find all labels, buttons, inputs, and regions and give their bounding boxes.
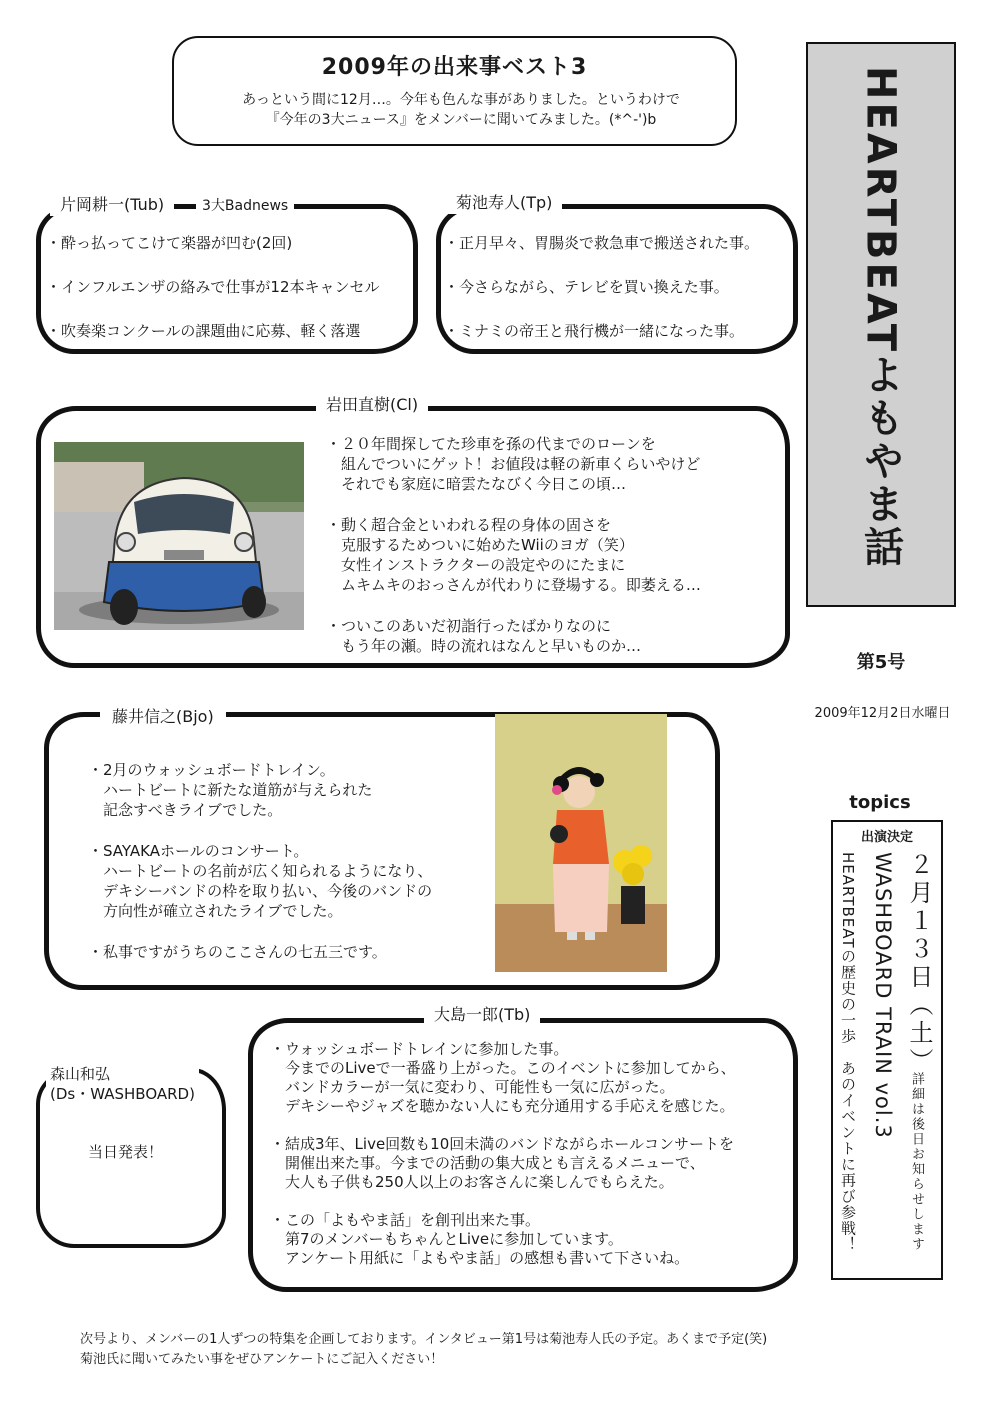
list-item: ・私事ですがうちのここさんの七五三です。 (88, 943, 387, 961)
masthead-title: HEARTBEATよもやま話 (857, 66, 904, 569)
moriyama-name: 森山和弘 (Ds・WASHBOARD) (46, 1064, 199, 1104)
list-item: ・動く超合金といわれる程の身体の固さを 克服するためついに始めたWiiのヨガ（笑） 女性インストラクターの設定やのにたまに ムキムキのおっさんが代わりに登場する。即萎える… (326, 516, 701, 594)
kataoka-list (46, 232, 380, 343)
moriyama-note: 当日発表！ (88, 1143, 164, 1161)
topics-event: WASHBOARD TRAIN vol.3 (871, 852, 895, 1139)
kataoka-tag: 3大Badnews (196, 195, 294, 217)
list-item: ・この「よもやま話」を創刊出来た事。 第7のメンバーもちゃんとLiveに参加しています。 アンケート用紙に「よもやま話」の感想も書いて下さいね。 (270, 1211, 690, 1267)
list-item: ・吹奏楽コンクールの課題曲に応募、軽く落選 (46, 322, 361, 340)
topics-date: ２月１３日（土） (905, 852, 933, 1076)
iwata-list (326, 434, 701, 656)
page-title: 2009年の出来事ベスト3 (321, 55, 588, 80)
kataoka-name: 片岡耕一(Tub) (50, 194, 174, 216)
issue-number: 第5号 (856, 652, 906, 673)
list-item: ・結成3年、Live回数も10回未満のバンドながらホールコンサートを 開催出来た事。今までの活動の集大成とも言えるメニューで、 大人も子供も250人以上のお客さんに楽しんでもらえた。 (270, 1135, 734, 1191)
list-item: ・２０年間探してた珍車を孫の代までのローンを 組んでついにゲット！お値段は軽の新車くらいやけど それでも家庭に暗雲たなびく今日この頃… (326, 435, 701, 493)
list-item: ・酔っ払ってこけて楽器が凹む(2回) (46, 234, 293, 252)
oshima-list (270, 1040, 736, 1268)
oshima-name: 大島一郎(Tb) (424, 1004, 540, 1026)
list-item: ・ついこのあいだ初詣行ったばかりなのに もう年の瀬。時の流れはなんと早いものか… (326, 617, 642, 655)
list-item: ・SAYAKAホールのコンサート。 ハートビートの名前が広く知られるようになり、 デキシーバンドの枠を取り払い、今後のバンドの 方向性が確立されたライブでした。 (88, 842, 433, 920)
list-item: ・2月のウォッシュボードトレイン。 ハートビートに新たな道筋が与えられた 記念すべきライブでした。 (88, 761, 373, 819)
topics-description: HEARTBEATの歴史の一歩 あのイベントに再び参戦！ (839, 852, 857, 1253)
iwata-name: 岩田直樹(Cl) (316, 394, 428, 416)
topics-details: 詳細は後日お知らせします (909, 1072, 924, 1252)
topics-tag: 出演決定 (860, 830, 913, 845)
list-item: ・ミナミの帝王と飛行機が一緒になった事。 (444, 322, 745, 340)
kikuchi-list (444, 232, 759, 343)
topics-heading: topics (849, 792, 911, 813)
car-photo (54, 442, 304, 630)
fujii-name: 藤井信之(Bjo) (100, 706, 226, 728)
list-item: ・正月早々、胃腸炎で救急車で搬送された事。 (444, 234, 760, 252)
child-photo (495, 714, 667, 972)
intro-text: あっという間に12月…。今年も色んな事がありました。というわけで 『今年の3大ニュース』をメンバーに聞いてみました。(*^-')b (242, 92, 680, 128)
kikuchi-name: 菊池寿人(Tp) (446, 192, 562, 214)
list-item: ・ウォッシュボードトレインに参加した事。 今までのLiveで一番盛り上がった。このイベントに参加してから、 バンドカラーが一気に変わり、可能性も一気に広がった。 デキシーやジャズを聴かない人にも充分通用する手応えを感じた。 (270, 1040, 736, 1115)
list-item: ・今さらながら、テレビを買い換えた事。 (444, 278, 729, 296)
fujii-list (88, 760, 432, 962)
issue-date: 2009年12月2日水曜日 (814, 706, 951, 721)
footer-note: 次号より、メンバーの1人ずつの特集を企画しております。インタビュー第1号は菊池寿人氏の予定。あくまで予定(笑) 菊池氏に聞いてみたい事をぜひアンケートにご記入ください！ (80, 1332, 768, 1367)
list-item: ・インフルエンザの絡みで仕事が12本キャンセル (46, 278, 380, 296)
